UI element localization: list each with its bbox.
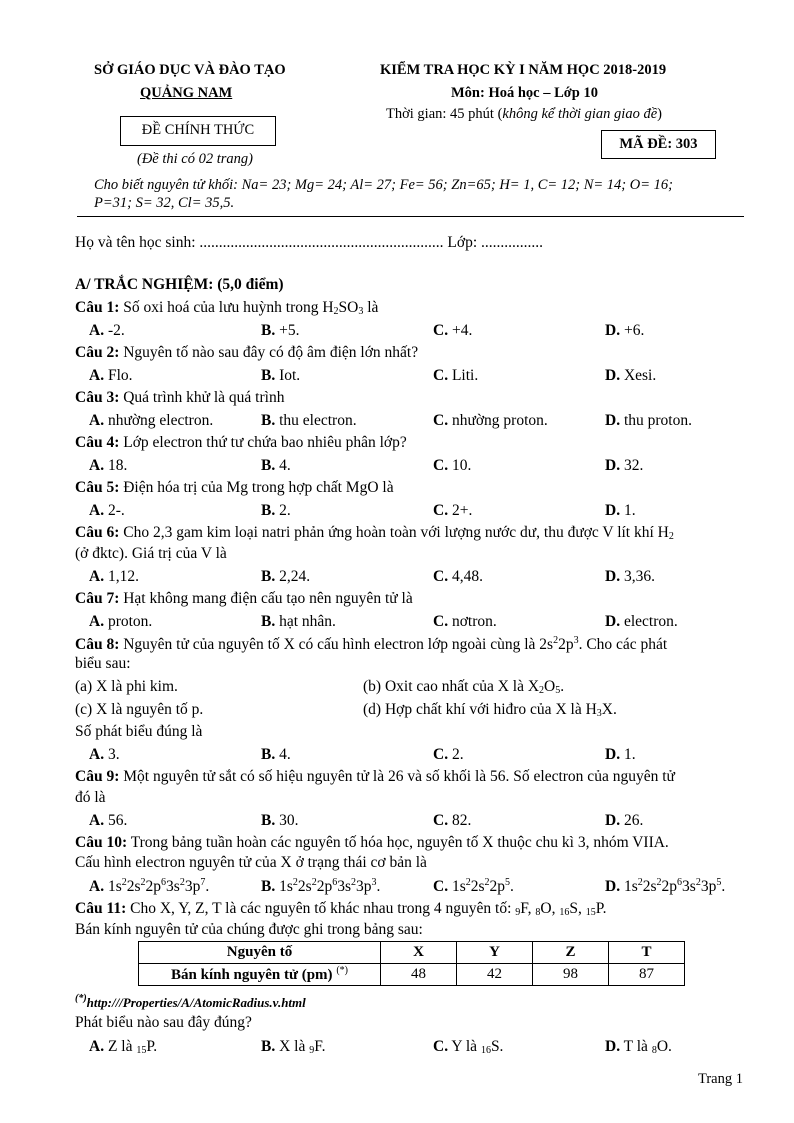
question-11: Câu 11: Cho X, Y, Z, T là các nguyên tố khác nhau trong 4 nguyên tố: $_9$F, $_8$O, $_{16}$S, $_{15}$P. xyxy=(75,900,607,918)
q9-option-d[interactable]: D. 26. xyxy=(605,812,644,829)
q8-sup-2: 3 xyxy=(573,635,579,646)
question-7 xyxy=(75,590,413,608)
q4-text: Lớp electron thứ tư chứa bao nhiêu phân lớp? xyxy=(119,434,407,451)
table-header-cell: Z xyxy=(533,942,609,964)
q2-option-d[interactable]: D. Xesi. xyxy=(605,367,657,384)
q10-option-c[interactable]: C. $1s^22s^22p^5$. xyxy=(433,877,514,895)
q8-option-d[interactable]: D. 1. xyxy=(605,746,636,763)
q6-option-a[interactable]: A. 1,12. xyxy=(89,568,139,585)
atomic-mass-line-1: Cho biết nguyên tử khối: Na= 23; Mg= 24; Al= 27; Fe= 56; Zn=65; H= 1, C= 12; N= 14; O= 16; xyxy=(94,177,673,193)
q2-label: Câu 2: xyxy=(75,344,120,361)
q2-option-c[interactable]: C. Liti. xyxy=(433,367,479,384)
q8-statement-d: (d) Hợp chất khí với hiđro của X là $H_3X$. xyxy=(363,701,617,719)
table-header-row xyxy=(139,942,685,964)
q3-option-d[interactable]: D. thu proton. xyxy=(605,412,692,429)
page-number: Trang 1 xyxy=(698,1071,743,1087)
q1-option-c[interactable]: C. +4. xyxy=(433,322,473,339)
question-9-line-2: đó là xyxy=(75,789,106,806)
time-suffix: ) xyxy=(657,106,662,122)
table-cell: 48 xyxy=(381,964,457,986)
q1-label: Câu 1: xyxy=(75,299,120,316)
official-exam-box xyxy=(120,116,276,146)
table-cell: Bán kính nguyên tử (pm) (*) xyxy=(139,964,381,986)
q4-option-d[interactable]: D. 32. xyxy=(605,457,644,474)
q8-option-b[interactable]: B. 4. xyxy=(261,746,291,763)
question-1 xyxy=(75,299,378,317)
exam-code-box xyxy=(601,130,716,159)
q9-label: Câu 9: xyxy=(75,768,120,785)
q6-text: Cho 2,3 gam kim loại natri phản ứng hoàn toàn với lượng nước dư, thu được V lít khí H xyxy=(119,524,669,541)
q8-statement-b: (b) Oxit cao nhất của X là $X_2O_5$. xyxy=(363,678,565,696)
q7-option-b[interactable]: B. hạt nhân. xyxy=(261,613,336,630)
header-divider xyxy=(77,216,744,217)
official-label: ĐỀ CHÍNH THỨC xyxy=(141,122,255,138)
table-cell: 42 xyxy=(457,964,533,986)
q5-option-d[interactable]: D. 1. xyxy=(605,502,636,519)
question-6 xyxy=(75,524,674,542)
student-name-line: Họ và tên học sinh: ............................................................... Lớp: ................ xyxy=(75,234,544,251)
atomic-radius-table xyxy=(138,941,685,986)
q2-text: Nguyên tố nào sau đây có độ âm điện lớn nhất? xyxy=(119,344,419,361)
q9-text: Một nguyên tử sắt có số hiệu nguyên tử là 26 và số khối là 56. Số electron của nguyên tử xyxy=(119,768,675,785)
q11-ask: Phát biểu nào sau đây đúng? xyxy=(75,1014,252,1031)
exam-title: KIỂM TRA HỌC KỲ I NĂM HỌC 2018-2019 xyxy=(380,62,667,78)
q1-text-c: là xyxy=(363,299,379,316)
q5-label: Câu 5: xyxy=(75,479,120,496)
q11-label: Câu 11: xyxy=(75,900,127,917)
q8-text: Nguyên tử của nguyên tố X có cấu hình electron lớp ngoài cùng là 2s xyxy=(119,636,554,653)
q7-option-a[interactable]: A. proton. xyxy=(89,613,153,630)
question-5 xyxy=(75,479,394,497)
q3-option-c[interactable]: C. nhường proton. xyxy=(433,412,548,429)
q6-label: Câu 6: xyxy=(75,524,120,541)
q5-option-a[interactable]: A. 2-. xyxy=(89,502,125,519)
q3-option-a[interactable]: A. nhường electron. xyxy=(89,412,214,429)
time-prefix: Thời gian: 45 phút ( xyxy=(386,106,503,122)
q3-option-b[interactable]: B. thu electron. xyxy=(261,412,357,429)
q1-text-b: SO xyxy=(338,299,359,316)
atomic-mass-line-2: P=31; S= 32, Cl= 35,5. xyxy=(94,195,235,211)
q11-text: Cho X, Y, Z, T là các nguyên tố khác nhau trong 4 nguyên tố: xyxy=(126,900,516,917)
q1-option-a[interactable]: A. -2. xyxy=(89,322,125,339)
q9-option-c[interactable]: C. 82. xyxy=(433,812,472,829)
q11-option-b[interactable]: B. X là $_9$F. xyxy=(261,1038,326,1056)
question-11-line-2: Bán kính nguyên tử của chúng được ghi trong bảng sau: xyxy=(75,921,423,938)
q10-label: Câu 10: xyxy=(75,834,128,851)
q11-option-c[interactable]: C. Y là $_{16}$S. xyxy=(433,1038,504,1056)
table-row xyxy=(139,964,685,986)
q8-sup-1: 2 xyxy=(553,635,559,646)
time-line xyxy=(386,106,662,123)
q6-option-c[interactable]: C. 4,48. xyxy=(433,568,483,585)
q1-option-d[interactable]: D. +6. xyxy=(605,322,645,339)
q11-option-d[interactable]: D. T là $_8$O. xyxy=(605,1038,672,1056)
table-header-cell: X xyxy=(381,942,457,964)
q8-option-a[interactable]: A. 3. xyxy=(89,746,120,763)
q7-option-c[interactable]: C. nơtron. xyxy=(433,613,497,630)
province-name: QUẢNG NAM xyxy=(140,85,233,101)
question-4 xyxy=(75,434,407,452)
q6-option-b[interactable]: B. 2,24. xyxy=(261,568,311,585)
exam-code: MÃ ĐỀ: 303 xyxy=(619,136,698,152)
q5-option-c[interactable]: C. 2+. xyxy=(433,502,473,519)
question-3 xyxy=(75,389,284,407)
section-a-title: A/ TRẮC NGHIỆM: (5,0 điểm) xyxy=(75,276,284,293)
q1-sub-2: 3 xyxy=(358,306,364,317)
q1-option-b[interactable]: B. +5. xyxy=(261,322,300,339)
question-8 xyxy=(75,635,667,654)
question-8-line-2: biểu sau: xyxy=(75,655,131,672)
q3-text: Quá trình khử là quá trình xyxy=(119,389,285,406)
q4-option-a[interactable]: A. 18. xyxy=(89,457,128,474)
q8-text-b: 2p xyxy=(558,636,574,653)
q9-option-a[interactable]: A. 56. xyxy=(89,812,128,829)
question-9 xyxy=(75,768,675,786)
q7-option-d[interactable]: D. electron. xyxy=(605,613,678,630)
table-cell: 87 xyxy=(609,964,685,986)
q8-text-c: . Cho các phát xyxy=(578,636,668,653)
table-header-cell: Y xyxy=(457,942,533,964)
q10-option-d[interactable]: D. $1s^22s^22p^63s^23p^5$. xyxy=(605,877,726,895)
q2-option-b[interactable]: B. Iot. xyxy=(261,367,301,384)
q7-text: Hạt không mang điện cấu tạo nên nguyên tử là xyxy=(119,590,413,607)
question-10 xyxy=(75,834,669,852)
table-footnote: (*)http:///Properties/A/AtomicRadius.v.html xyxy=(75,993,306,1010)
q8-ask: Số phát biểu đúng là xyxy=(75,723,203,740)
q8-label: Câu 8: xyxy=(75,636,120,653)
question-6-line-2: (ở đktc). Giá trị của V là xyxy=(75,545,227,562)
question-2 xyxy=(75,344,418,362)
table-header-cell: Nguyên tố xyxy=(139,942,381,964)
q11-option-a[interactable]: A. Z là $_{15}$P. xyxy=(89,1038,158,1056)
q8-statement-a: (a) X là phi kim. xyxy=(75,678,178,695)
q4-label: Câu 4: xyxy=(75,434,120,451)
q7-label: Câu 7: xyxy=(75,590,120,607)
q10-option-a[interactable]: A. $1s^22s^22p^63s^23p^7$. xyxy=(89,877,210,895)
q3-label: Câu 3: xyxy=(75,389,120,406)
question-10-line-2: Cấu hình electron nguyên tử của X ở trạng thái cơ bản là xyxy=(75,854,427,871)
q5-option-b[interactable]: B. 2. xyxy=(261,502,291,519)
q6-option-d[interactable]: D. 3,36. xyxy=(605,568,655,585)
q6-sub: 2 xyxy=(668,531,674,542)
q10-option-b[interactable]: B. $1s^22s^22p^63s^23p^3$. xyxy=(261,877,381,895)
time-note: không kể thời gian giao đề xyxy=(502,106,658,122)
q9-option-b[interactable]: B. 30. xyxy=(261,812,299,829)
pages-note: (Đề thi có 02 trang) xyxy=(137,151,253,167)
q1-text: Số oxi hoá của lưu huỳnh trong H xyxy=(119,299,334,316)
q10-text: Trong bảng tuần hoàn các nguyên tố hóa học, nguyên tố X thuộc chu kì 3, nhóm VIIA. xyxy=(127,834,669,851)
q4-option-c[interactable]: C. 10. xyxy=(433,457,472,474)
q1-sub: 2 xyxy=(333,306,339,317)
table-cell: 98 xyxy=(533,964,609,986)
q8-option-c[interactable]: C. 2. xyxy=(433,746,464,763)
q4-option-b[interactable]: B. 4. xyxy=(261,457,291,474)
subject-line: Môn: Hoá học – Lớp 10 xyxy=(451,85,598,101)
q2-option-a[interactable]: A. Flo. xyxy=(89,367,133,384)
table-header-cell: T xyxy=(609,942,685,964)
q8-statement-c: (c) X là nguyên tố p. xyxy=(75,701,204,718)
q5-text: Điện hóa trị của Mg trong hợp chất MgO là xyxy=(119,479,394,496)
department-name: SỞ GIÁO DỤC VÀ ĐÀO TẠO xyxy=(94,62,286,78)
